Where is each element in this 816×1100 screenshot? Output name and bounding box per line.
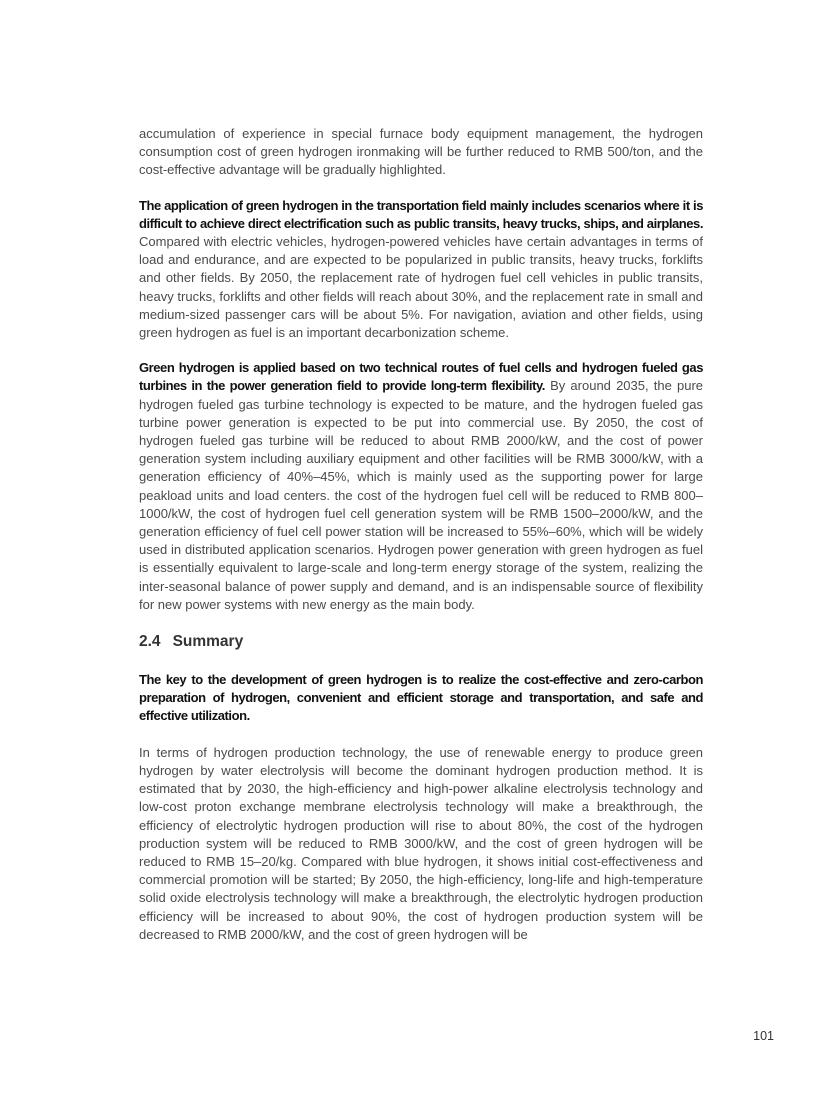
paragraph-power-generation <box>139 359 703 614</box>
page-number: 101 <box>753 1029 774 1043</box>
paragraph-ironmaking-cost: accumulation of experience in special furnace body equipment management, the hydrogen consumption cost of green hydrogen ironmaking will be further reduced to RMB 500/ton, and the cost-effective advantage will be gradually highlighted. <box>139 126 703 178</box>
power-generation-body: By around 2035, the pure hydrogen fueled gas turbine technology is expected to be mature, and the hydrogen fueled gas turbine power generation is expected to be put into commercial use. By 2050, the cost of hydrogen fueled gas turbine will be reduced to about RMB 2000/kW, and the cost of power generation system including auxiliary equipment and other facilities will be RMB 3000/kW, with a generation efficiency of 40%–45%, which is mainly used as the supporting power for large peakload units and load centers. the cost of the hydrogen fuel cell will be reduced to RMB 800–1000/kW, the cost of hydrogen fuel cell generation system will be RMB 1500–2000/kW, and the generation efficiency of fuel cell power station will be increased to 55%–60%, which will be widely used in distributed application scenarios. Hydrogen power generation with green hydrogen as fuel is essentially equivalent to large-scale and long-term energy storage of the system, realizing the inter-seasonal balance of power supply and demand, and is an indispensable source of flexibility for new power systems with new energy as the main body. <box>139 378 703 612</box>
transportation-body: Compared with electric vehicles, hydrogen-powered vehicles have certain advantages in terms of load and endurance, and are expected to be popularized in public transits, heavy trucks, forklifts and other fields. By 2050, the replacement rate of hydrogen fuel cell vehicles in public transits, heavy trucks, forklifts and other fields will reach about 30%, and the replacement rate in small and medium-sized passenger cars will be about 5%. For navigation, aviation and other fields, using green hydrogen as fuel is an important decarbonization scheme. <box>139 234 703 341</box>
section-heading <box>139 631 703 653</box>
paragraph-summary-key <box>139 671 703 726</box>
power-generation-lead-sentence: Green hydrogen is applied based on two technical routes of fuel cells and hydrogen fueled gas turbines in the power generation field to provide long-term flexibility. <box>139 360 703 394</box>
paragraph-transportation <box>139 197 703 343</box>
section-number: 2.4 <box>139 633 161 651</box>
transportation-lead-sentence: The application of green hydrogen in the transportation field mainly includes scenarios where it is difficult to achieve direct electrification such as public transits, heavy trucks, ships, and airplanes. <box>139 197 703 231</box>
page-content <box>139 125 703 961</box>
paragraph-production-technology: In terms of hydrogen production technology, the use of renewable energy to produce green hydrogen by water electrolysis will become the dominant hydrogen production method. It is estimated that by 2030, the high-efficiency and high-power alkaline electrolysis technology and low-cost proton exchange membrane electrolysis technology will make a breakthrough, the efficiency of electrolytic hydrogen production will rise to about 80%, the cost of the hydrogen production system will be reduced to RMB 3000/kW, and the cost of green hydrogen will be reduced to RMB 15–20/kg. Compared with blue hydrogen, it shows initial cost-effectiveness and commercial promotion will be started; By 2050, the high-efficiency, long-life and high-temperature solid oxide electrolysis technology will make a breakthrough, the electrolytic hydrogen production efficiency will be increased to about 90%, the cost of hydrogen production system will be decreased to RMB 2000/kW, and the cost of green hydrogen will be <box>139 744 703 942</box>
summary-key-sentence: The key to the development of green hydrogen is to realize the cost-effective and zero-carbon preparation of hydrogen, convenient and efficient storage and transportation, and safe and effective utilization. <box>139 672 703 724</box>
section-title: Summary <box>172 633 244 651</box>
